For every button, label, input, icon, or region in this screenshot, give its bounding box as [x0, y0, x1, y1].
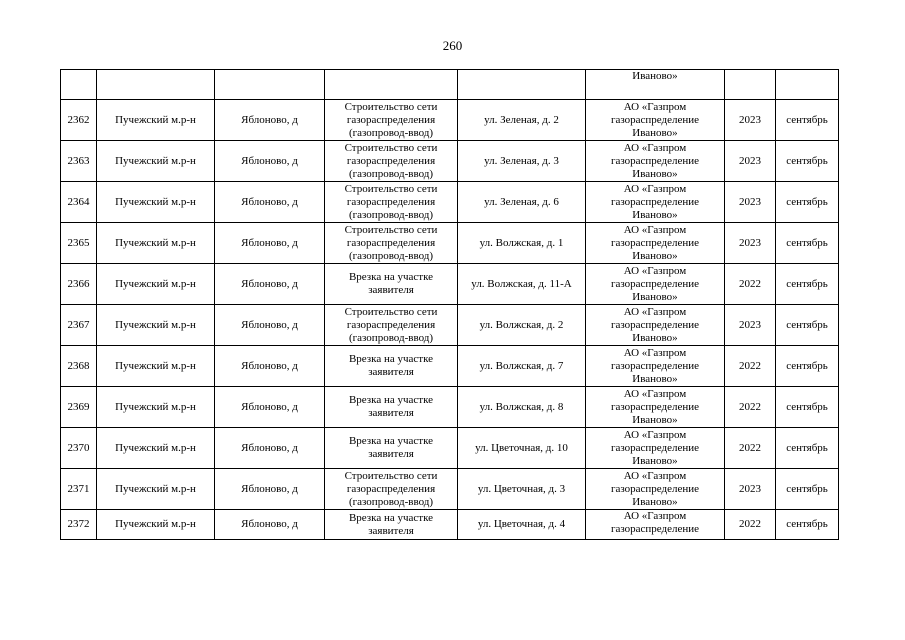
cell-org: Иваново» — [586, 70, 725, 100]
cell-district: Пучежский м.р-н — [97, 223, 215, 264]
cell-settlement: Яблоново, д — [215, 346, 325, 387]
cell-org: АО «Газпром газораспределение Иваново» — [586, 100, 725, 141]
cell-year: 2022 — [725, 510, 776, 540]
cell-settlement: Яблоново, д — [215, 428, 325, 469]
cell-no: 2365 — [61, 223, 97, 264]
cell-no: 2362 — [61, 100, 97, 141]
table-row — [61, 346, 839, 387]
cell-year: 2022 — [725, 428, 776, 469]
cell-no: 2371 — [61, 469, 97, 510]
cell-month: сентябрь — [776, 264, 839, 305]
cell-year: 2023 — [725, 141, 776, 182]
cell-settlement: Яблоново, д — [215, 469, 325, 510]
cell-work: Врезка на участке заявителя — [325, 510, 458, 540]
cell-district: Пучежский м.р-н — [97, 510, 215, 540]
table-row — [61, 387, 839, 428]
cell-address — [458, 70, 586, 100]
table-row — [61, 264, 839, 305]
cell-district: Пучежский м.р-н — [97, 346, 215, 387]
cell-month: сентябрь — [776, 100, 839, 141]
cell-work: Строительство сети газораспределения (газопровод-ввод) — [325, 305, 458, 346]
cell-org: АО «Газпром газораспределение Иваново» — [586, 182, 725, 223]
cell-district: Пучежский м.р-н — [97, 100, 215, 141]
cell-work — [325, 70, 458, 100]
cell-month — [776, 70, 839, 100]
cell-year: 2023 — [725, 469, 776, 510]
cell-month: сентябрь — [776, 223, 839, 264]
cell-settlement: Яблоново, д — [215, 387, 325, 428]
table-row — [61, 141, 839, 182]
cell-org: АО «Газпром газораспределение Иваново» — [586, 428, 725, 469]
cell-no — [61, 70, 97, 100]
cell-district: Пучежский м.р-н — [97, 428, 215, 469]
cell-work: Врезка на участке заявителя — [325, 387, 458, 428]
cell-no: 2363 — [61, 141, 97, 182]
table-row — [61, 182, 839, 223]
cell-org: АО «Газпром газораспределение Иваново» — [586, 264, 725, 305]
cell-settlement: Яблоново, д — [215, 141, 325, 182]
cell-settlement: Яблоново, д — [215, 510, 325, 540]
cell-org: АО «Газпром газораспределение Иваново» — [586, 141, 725, 182]
table-row — [61, 305, 839, 346]
cell-month: сентябрь — [776, 469, 839, 510]
cell-settlement: Яблоново, д — [215, 305, 325, 346]
cell-no: 2366 — [61, 264, 97, 305]
cell-no: 2369 — [61, 387, 97, 428]
cell-year: 2023 — [725, 223, 776, 264]
cell-no: 2368 — [61, 346, 97, 387]
table-row — [61, 223, 839, 264]
cell-org: АО «Газпром газораспределение Иваново» — [586, 305, 725, 346]
cell-year: 2022 — [725, 264, 776, 305]
cell-work: Строительство сети газораспределения (газопровод-ввод) — [325, 223, 458, 264]
cell-address: ул. Цветочная, д. 3 — [458, 469, 586, 510]
cell-org: АО «Газпром газораспределение Иваново» — [586, 387, 725, 428]
cell-work: Врезка на участке заявителя — [325, 346, 458, 387]
cell-work: Строительство сети газораспределения (газопровод-ввод) — [325, 100, 458, 141]
cell-settlement — [215, 70, 325, 100]
cell-work: Строительство сети газораспределения (газопровод-ввод) — [325, 469, 458, 510]
cell-settlement: Яблоново, д — [215, 100, 325, 141]
cell-year: 2022 — [725, 346, 776, 387]
cell-org: АО «Газпром газораспределение Иваново» — [586, 469, 725, 510]
cell-month: сентябрь — [776, 182, 839, 223]
cell-month: сентябрь — [776, 510, 839, 540]
cell-month: сентябрь — [776, 428, 839, 469]
page-number: 260 — [442, 38, 463, 53]
cell-district: Пучежский м.р-н — [97, 264, 215, 305]
cell-year: 2023 — [725, 182, 776, 223]
cell-year: 2022 — [725, 387, 776, 428]
cell-address: ул. Волжская, д. 1 — [458, 223, 586, 264]
cell-org: АО «Газпром газораспределение — [586, 510, 725, 540]
cell-month: сентябрь — [776, 387, 839, 428]
cell-address: ул. Волжская, д. 8 — [458, 387, 586, 428]
cell-address: ул. Волжская, д. 2 — [458, 305, 586, 346]
cell-address: ул. Волжская, д. 11-А — [458, 264, 586, 305]
cell-address: ул. Волжская, д. 7 — [458, 346, 586, 387]
cell-no: 2364 — [61, 182, 97, 223]
cell-org: АО «Газпром газораспределение Иваново» — [586, 223, 725, 264]
cell-settlement: Яблоново, д — [215, 223, 325, 264]
cell-work: Строительство сети газораспределения (газопровод-ввод) — [325, 141, 458, 182]
continuation-row — [61, 70, 839, 100]
cell-district: Пучежский м.р-н — [97, 387, 215, 428]
table-row — [61, 100, 839, 141]
cell-district: Пучежский м.р-н — [97, 305, 215, 346]
cell-no: 2367 — [61, 305, 97, 346]
cell-month: сентябрь — [776, 305, 839, 346]
cell-month: сентябрь — [776, 346, 839, 387]
cell-district: Пучежский м.р-н — [97, 469, 215, 510]
cell-year — [725, 70, 776, 100]
cell-month: сентябрь — [776, 141, 839, 182]
cell-address: ул. Цветочная, д. 4 — [458, 510, 586, 540]
table-row — [61, 428, 839, 469]
cell-settlement: Яблоново, д — [215, 182, 325, 223]
cell-work: Врезка на участке заявителя — [325, 428, 458, 469]
cell-year: 2023 — [725, 305, 776, 346]
cell-address: ул. Цветочная, д. 10 — [458, 428, 586, 469]
cell-no: 2370 — [61, 428, 97, 469]
cell-address: ул. Зеленая, д. 6 — [458, 182, 586, 223]
cell-org: АО «Газпром газораспределение Иваново» — [586, 346, 725, 387]
cell-address: ул. Зеленая, д. 2 — [458, 100, 586, 141]
cell-district: Пучежский м.р-н — [97, 182, 215, 223]
cell-district: Пучежский м.р-н — [97, 141, 215, 182]
table-row — [61, 469, 839, 510]
cell-work: Врезка на участке заявителя — [325, 264, 458, 305]
table-row — [61, 510, 839, 540]
cell-no: 2372 — [61, 510, 97, 540]
cell-work: Строительство сети газораспределения (газопровод-ввод) — [325, 182, 458, 223]
cell-address: ул. Зеленая, д. 3 — [458, 141, 586, 182]
cell-district — [97, 70, 215, 100]
gasification-schedule-table — [60, 69, 839, 540]
cell-settlement: Яблоново, д — [215, 264, 325, 305]
cell-year: 2023 — [725, 100, 776, 141]
